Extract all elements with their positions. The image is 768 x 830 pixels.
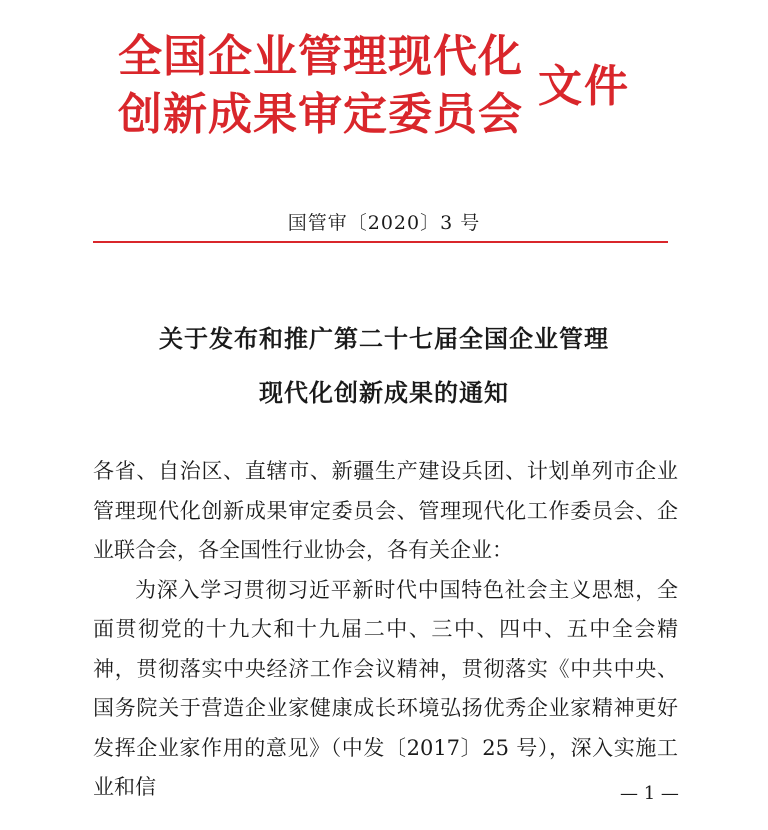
title-line2: 现代化创新成果的通知 [259,379,509,407]
issuing-organization-line1: 全国企业管理现代化 [118,31,523,82]
document-body [93,452,678,808]
body-paragraph: 为深入学习贯彻习近平新时代中国特色社会主义思想，全面贯彻党的十九大和十九届二中、三中、四中、五中全会精神，贯彻落实中央经济工作会议精神，贯彻落实《中共中央、国务院关于营造企业家健康成长环境弘扬优秀企业家精神更好发挥企业家作用的意见》（中发〔2017〕25 号），深入实施工业和信 [93,577,678,799]
title-line1: 关于发布和推广第二十七届全国企业管理 [159,325,609,353]
issuing-organization [118,28,523,144]
page-number: — 1 — [620,783,679,804]
red-divider-line [93,241,668,243]
document-label: 文件 [538,61,630,112]
document-title [0,312,768,420]
issuing-organization-line2: 创新成果审定委员会 [118,89,523,140]
salutation: 各省、自治区、直辖市、新疆生产建设兵团、计划单列市企业管理现代化创新成果审定委员会、管理现代化工作委员会、企业联合会，各全国性行业协会，各有关企业： [93,459,678,562]
document-number: 国管审〔2020〕3 号 [287,212,481,234]
